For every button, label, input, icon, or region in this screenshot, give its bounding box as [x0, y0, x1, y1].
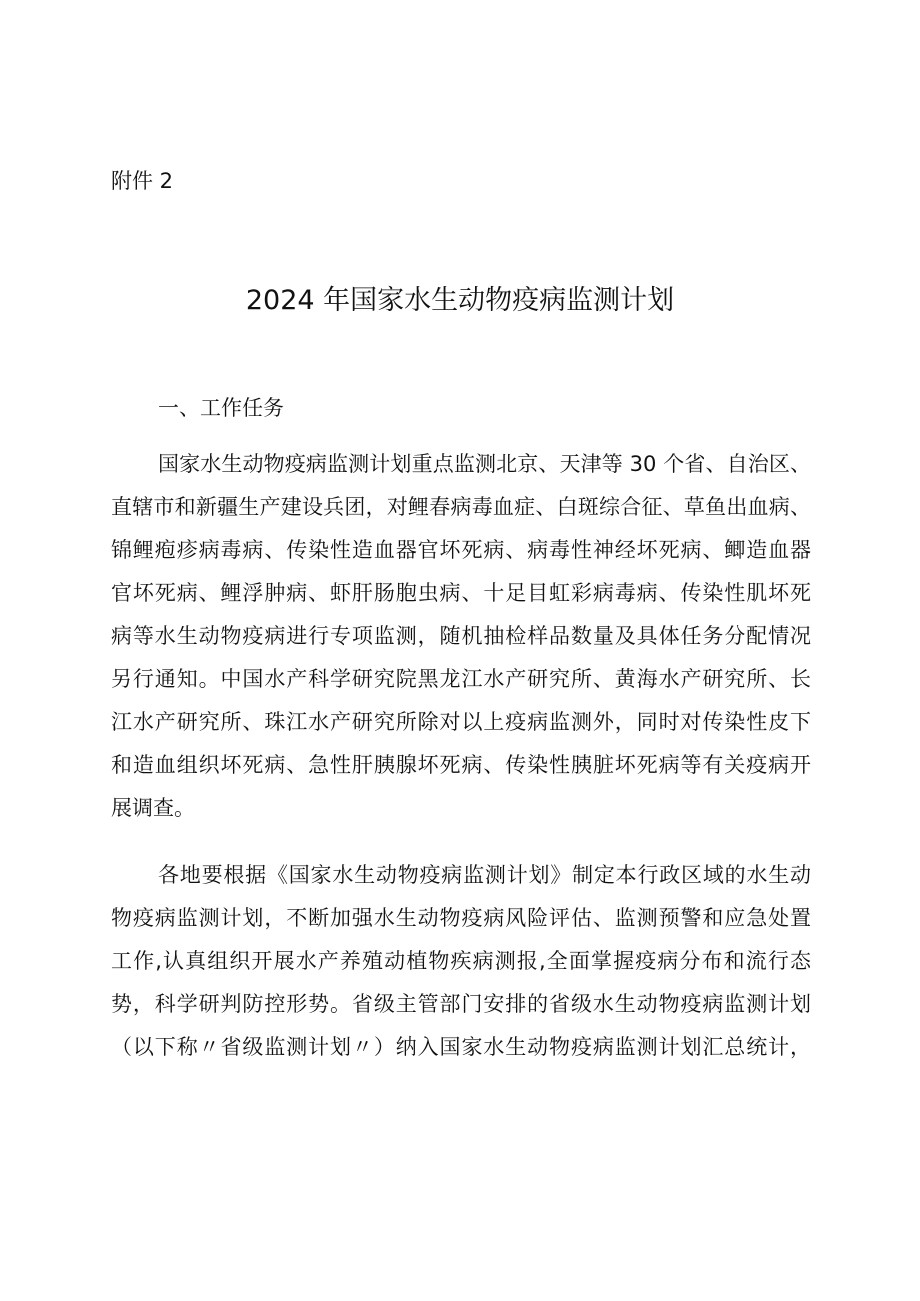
paragraph-line: 锦鲤疱疹病毒病、传染性造血器官坏死病、病毒性神经坏死病、鲫造血器	[111, 538, 811, 562]
document-title: 2024 年国家水生动物疫病监测计划	[245, 285, 675, 316]
paragraph-line: 展调查。	[111, 796, 195, 820]
paragraph-line: 势，科学研判防控形势。省级主管部门安排的省级水生动物疫病监测计划	[111, 992, 811, 1016]
paragraph-line: （以下称〃省级监测计划〃）纳入国家水生动物疫病监测计划汇总统计，	[111, 1035, 811, 1059]
paragraph-line: 各地要根据《国家水生动物疫病监测计划》制定本行政区域的水生动	[158, 863, 811, 887]
paragraph-line: 病等水生动物疫病进行专项监测，随机抽检样品数量及具体任务分配情况	[111, 624, 811, 648]
paragraph-line: 国家水生动物疫病监测计划重点监测北京、天津等 30 个省、自治区、	[158, 452, 811, 476]
paragraph-line: 江水产研究所、珠江水产研究所除对以上疫病监测外，同时对传染性皮下	[111, 710, 811, 734]
paragraph-line: 官坏死病、鲤浮肿病、虾肝肠胞虫病、十足目虹彩病毒病、传染性肌坏死	[111, 581, 811, 605]
paragraph-line: 直辖市和新疆生产建设兵团，对鲤春病毒血症、白斑综合征、草鱼出血病、	[111, 495, 811, 519]
paragraph-line: 物疫病监测计划，不断加强水生动物疫病风险评估、监测预警和应急处置	[111, 906, 811, 930]
section-heading: 一、工作任务	[158, 396, 284, 420]
paragraph-line: 另行通知。中国水产科学研究院黑龙江水产研究所、黄海水产研究所、长	[111, 667, 811, 691]
paragraph-line: 和造血组织坏死病、急性肝胰腺坏死病、传染性胰脏坏死病等有关疫病开	[111, 753, 811, 777]
paragraph-line: 工作,认真组织开展水产养殖动植物疾病测报,全面掌握疫病分布和流行态	[111, 949, 811, 973]
attachment-label: 附件 2	[111, 169, 174, 193]
